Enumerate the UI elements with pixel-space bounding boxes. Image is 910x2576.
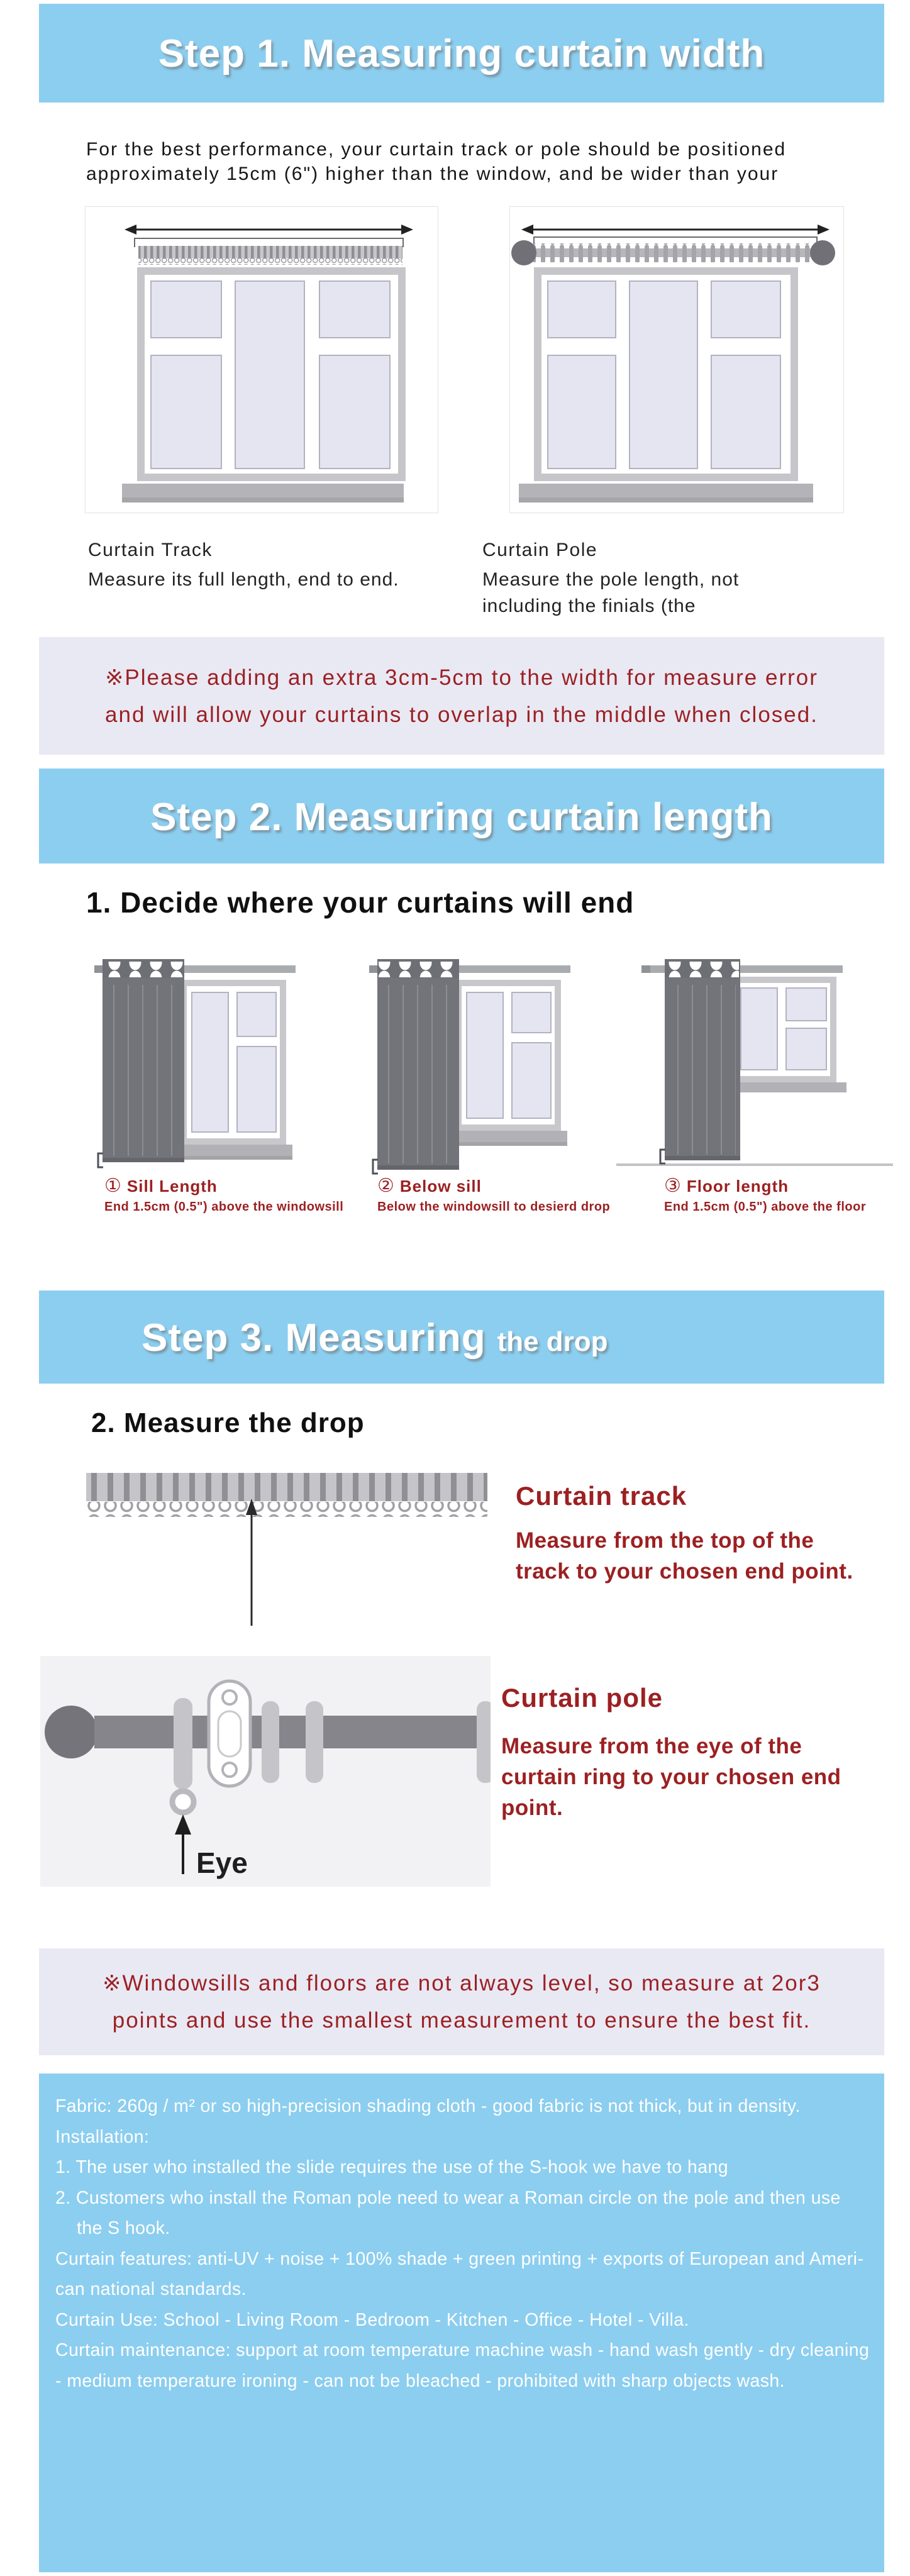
curtain-track-window-illustration — [86, 207, 438, 513]
width-double-arrow-icon — [125, 225, 413, 235]
option2-desc: Below the windowsill to desierd drop — [377, 1200, 611, 1214]
end-point-bracket-icon — [98, 1153, 103, 1167]
footer-line: Installation: — [55, 2126, 150, 2147]
ring-eye-icon — [172, 1791, 194, 1813]
eye-label: Eye — [196, 1846, 248, 1879]
option2-label: Below sill — [399, 1177, 482, 1196]
floor-line — [616, 1163, 893, 1166]
sill-length-illustration — [94, 959, 296, 1167]
footer-line: - medium temperature ironing - can not be bleached - prohibited with sharp objects wash. — [55, 2370, 785, 2391]
window-illustration — [122, 267, 406, 502]
footer-line: the S hook. — [77, 2218, 170, 2238]
drop-pole-desc — [501, 1731, 841, 1823]
drop-pole-desc-line3: point. — [501, 1796, 563, 1820]
pole-caption-title: Curtain Pole — [482, 540, 598, 560]
step2-banner-title: Step 2. Measuring curtain length — [150, 796, 773, 839]
drop-pole-desc-line2: curtain ring to your chosen end — [501, 1765, 841, 1789]
option2-number: ② — [377, 1175, 395, 1196]
option1-label: Sill Length — [126, 1177, 218, 1196]
pole-caption-body — [482, 567, 739, 619]
drop-pole-figure — [40, 1656, 491, 1887]
end-point-bracket-icon — [660, 1150, 665, 1163]
wall-bracket-icon — [209, 1681, 250, 1786]
footer-line: 2. Customers who install the Roman pole need to wear a Roman circle on the pole and then use — [55, 2187, 841, 2208]
step3-banner-title — [39, 1291, 884, 1360]
option2-title — [377, 1175, 482, 1197]
measure-level-note — [39, 1948, 884, 2055]
footer-line: Curtain maintenance: support at room temperature machine wash - hand wash gently - dry cleaning — [55, 2340, 870, 2360]
window-illustration — [519, 267, 813, 502]
floor-length-illustration — [616, 959, 893, 1166]
step3-banner — [39, 1291, 884, 1384]
footer-line: 1. The user who installed the slide requires the use of the S-hook we have to hang — [55, 2157, 729, 2177]
drop-track-desc — [516, 1525, 853, 1587]
track-caption-body: Measure its full length, end to end. — [88, 569, 399, 590]
grommet-curtain-icon — [377, 959, 459, 1170]
drop-track-title: Curtain track — [516, 1481, 687, 1511]
pole-caption-body-line2: including the finials (the — [482, 596, 696, 616]
footer-line: can national standards. — [55, 2279, 247, 2299]
curtain-length-illustrations — [63, 955, 899, 1176]
drop-track-desc-line1: Measure from the top of the — [516, 1528, 814, 1553]
curtain-pole-icon — [511, 240, 835, 265]
drop-track-illustration — [86, 1468, 501, 1638]
curtain-track-icon — [86, 1473, 487, 1517]
step3-heading: 2. Measure the drop — [91, 1407, 365, 1438]
product-info-panel — [39, 2074, 884, 2572]
intro-line-2: approximately 15cm (6") higher than the window, and be wider than your — [86, 164, 779, 184]
note2-line2: points and use the smallest measurement to ensure the best fit. — [112, 2008, 811, 2033]
drop-pole-desc-line1: Measure from the eye of the — [501, 1734, 802, 1758]
up-arrow-icon — [246, 1499, 257, 1626]
drop-track-figure — [86, 1468, 501, 1638]
pole-caption-body-line1: Measure the pole length, not — [482, 569, 740, 590]
step2-banner — [39, 769, 884, 863]
footer-line: Fabric: 260g / m² or so high-precision shading cloth - good fabric is not thick, but in density. — [55, 2096, 801, 2116]
note2-line1: ※Windowsills and floors are not always level, so measure at 2or3 — [103, 1971, 821, 1996]
measure-bracket-icon — [135, 238, 403, 247]
option1-title — [104, 1175, 218, 1197]
footer-line: Curtain Use: School - Living Room - Bedroom - Kitchen - Office - Hotel - Villa. — [55, 2309, 689, 2330]
step1-pole-figure-panel — [509, 206, 844, 513]
option1-number: ① — [104, 1175, 122, 1196]
option3-number: ③ — [664, 1175, 682, 1196]
intro-line-1: For the best performance, your curtain track or pole should be positioned — [86, 139, 787, 160]
end-point-bracket-icon — [373, 1160, 378, 1174]
option3-desc: End 1.5cm (0.5") above the floor — [664, 1200, 867, 1214]
step1-track-figure-panel — [85, 206, 438, 513]
drop-pole-illustration — [40, 1656, 491, 1887]
option1-desc: End 1.5cm (0.5") above the windowsill — [104, 1200, 344, 1214]
step1-banner — [39, 4, 884, 103]
note1-line2: and will allow your curtains to overlap in the middle when closed. — [105, 702, 818, 727]
step3-banner-sub: the drop — [497, 1326, 608, 1357]
footer-line: Curtain features: anti-UV + noise + 100% shade + green printing + exports of European and Ameri- — [55, 2248, 864, 2269]
curtain-length-options-figure — [63, 955, 899, 1176]
grommet-curtain-icon — [103, 959, 184, 1162]
grommet-curtain-icon — [665, 959, 740, 1160]
curtain-pole-window-illustration — [510, 207, 843, 513]
curtain-track-icon — [138, 246, 402, 265]
option3-title — [664, 1175, 789, 1197]
note1-line1: ※Please adding an extra 3cm-5cm to the width for measure error — [105, 665, 818, 690]
step1-banner-title: Step 1. Measuring curtain width — [158, 32, 765, 75]
step2-heading: 1. Decide where your curtains will end — [86, 886, 635, 919]
track-caption-title: Curtain Track — [88, 540, 213, 560]
measure-width-note — [39, 637, 884, 755]
drop-track-desc-line2: track to your chosen end point. — [516, 1559, 853, 1584]
option3-label: Floor length — [686, 1177, 789, 1196]
width-double-arrow-icon — [521, 225, 830, 235]
intro-paragraph — [86, 137, 786, 186]
below-sill-illustration — [369, 959, 570, 1174]
drop-pole-title: Curtain pole — [501, 1683, 663, 1713]
step3-banner-main: Step 3. Measuring — [141, 1316, 486, 1360]
